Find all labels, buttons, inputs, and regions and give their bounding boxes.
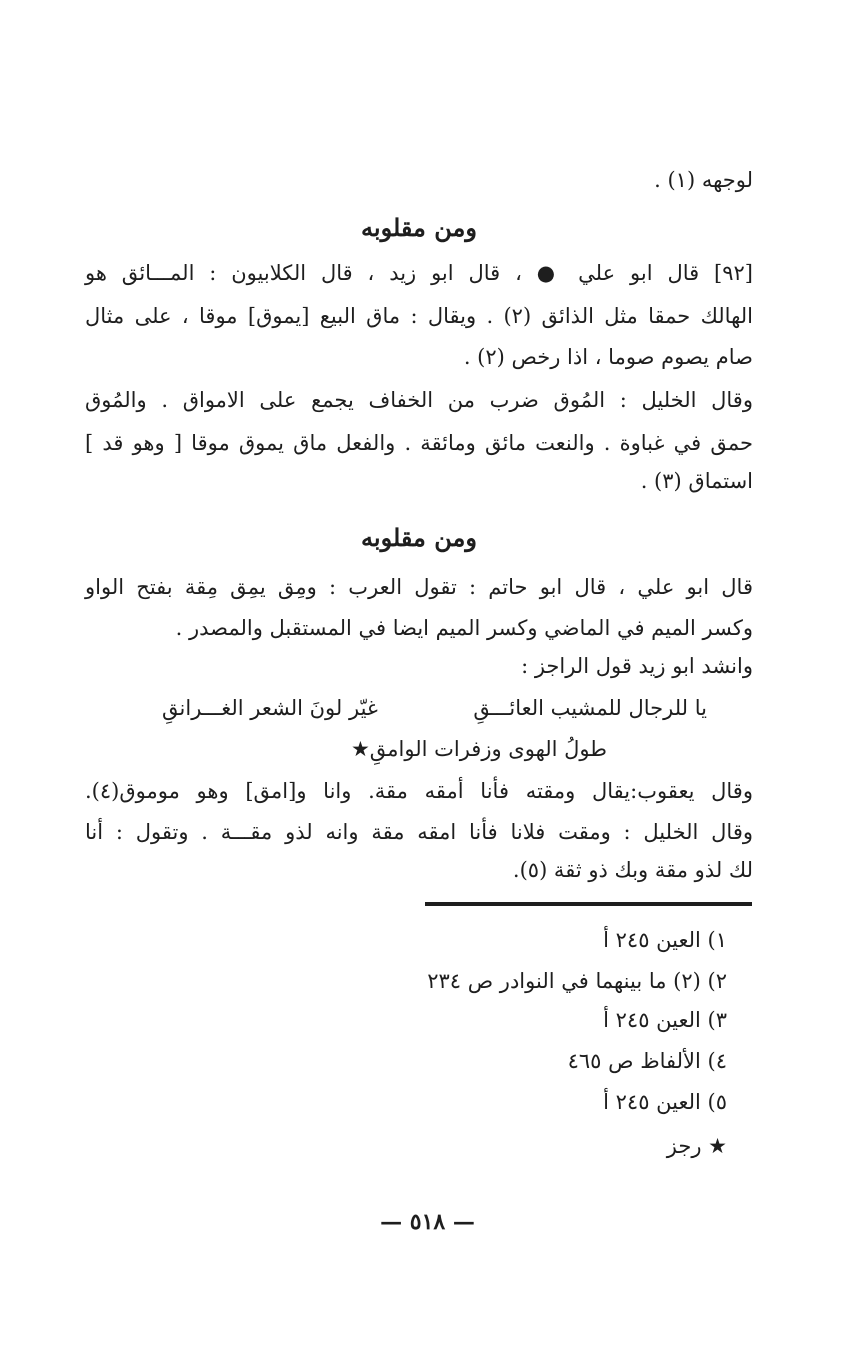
footnote-separator	[425, 902, 752, 906]
continuation-line: لوجهه (١) .	[654, 168, 753, 192]
paragraph-line: وقال الخليل : ومقت فلانا فأنا امقه مقة وانه لذو مقـــة . وتقول : أنا	[85, 820, 753, 844]
footnote-5: ٥) العين ٢٤٥ أ	[603, 1090, 727, 1114]
paragraph-line: وقال الخليل : المُوق ضرب من الخفاف يجمع على الامواق . والمُوق	[85, 388, 753, 412]
paragraph-line: استماق (٣) .	[640, 469, 753, 493]
paragraph-line: قال ابو علي ، قال ابو حاتم : تقول العرب : ومِق يمِق مِقة بفتح الواو	[85, 575, 753, 599]
footnote-3: ٣) العين ٢٤٥ أ	[603, 1008, 727, 1032]
paragraph-line: الهالك حمقا مثل الذائق (٢) . ويقال : ماق البيع [يموق] موقا ، على مثال	[85, 304, 753, 328]
page-number: — ٥١٨ —	[380, 1209, 475, 1235]
paragraph-line: [٩٢] قال ابو علي ● ، قال ابو زيد ، قال الكلابيون : المـــائق هو	[85, 261, 753, 285]
footnote-star: ★ رجز	[666, 1134, 727, 1158]
paragraph-line: حمق في غباوة . والنعت مائق ومائقة . والفعل ماق يموق موقا [ وهو قد ]	[85, 431, 753, 455]
section-heading-1: ومن مقلوبه	[361, 213, 477, 242]
footnote-2: ٢) (٢) ما بينهما في النوادر ص ٢٣٤	[427, 969, 727, 993]
section-heading-2: ومن مقلوبه	[361, 523, 477, 552]
footnote-1: ١) العين ٢٤٥ أ	[603, 928, 727, 952]
footnote-4: ٤) الألفاظ ص ٤٦٥	[567, 1049, 727, 1073]
paragraph-line: لك لذو مقة وبك ذو ثقة (٥).	[512, 858, 753, 882]
paragraph-line: وقال يعقوب:يقال ومقته فأنا أمقه مقة. وانا و[امق] وهو موموق(٤).	[85, 779, 753, 803]
paragraph-line: وكسر الميم في الماضي وكسر الميم ايضا في المستقبل والمصدر .	[175, 616, 753, 640]
verse-line-2: طولُ الهوى وزفرات الوامقِ★	[350, 737, 607, 761]
paragraph-line: صام يصوم صوما ، اذا رخص (٢) .	[463, 345, 753, 369]
verse-hemistich-right: يا للرجال للمشيب العائـــقِ	[473, 696, 707, 720]
paragraph-line: وانشد ابو زيد قول الراجز :	[521, 654, 753, 678]
verse-hemistich-left: غيّر لونَ الشعر الغـــرانقِ	[162, 696, 378, 720]
